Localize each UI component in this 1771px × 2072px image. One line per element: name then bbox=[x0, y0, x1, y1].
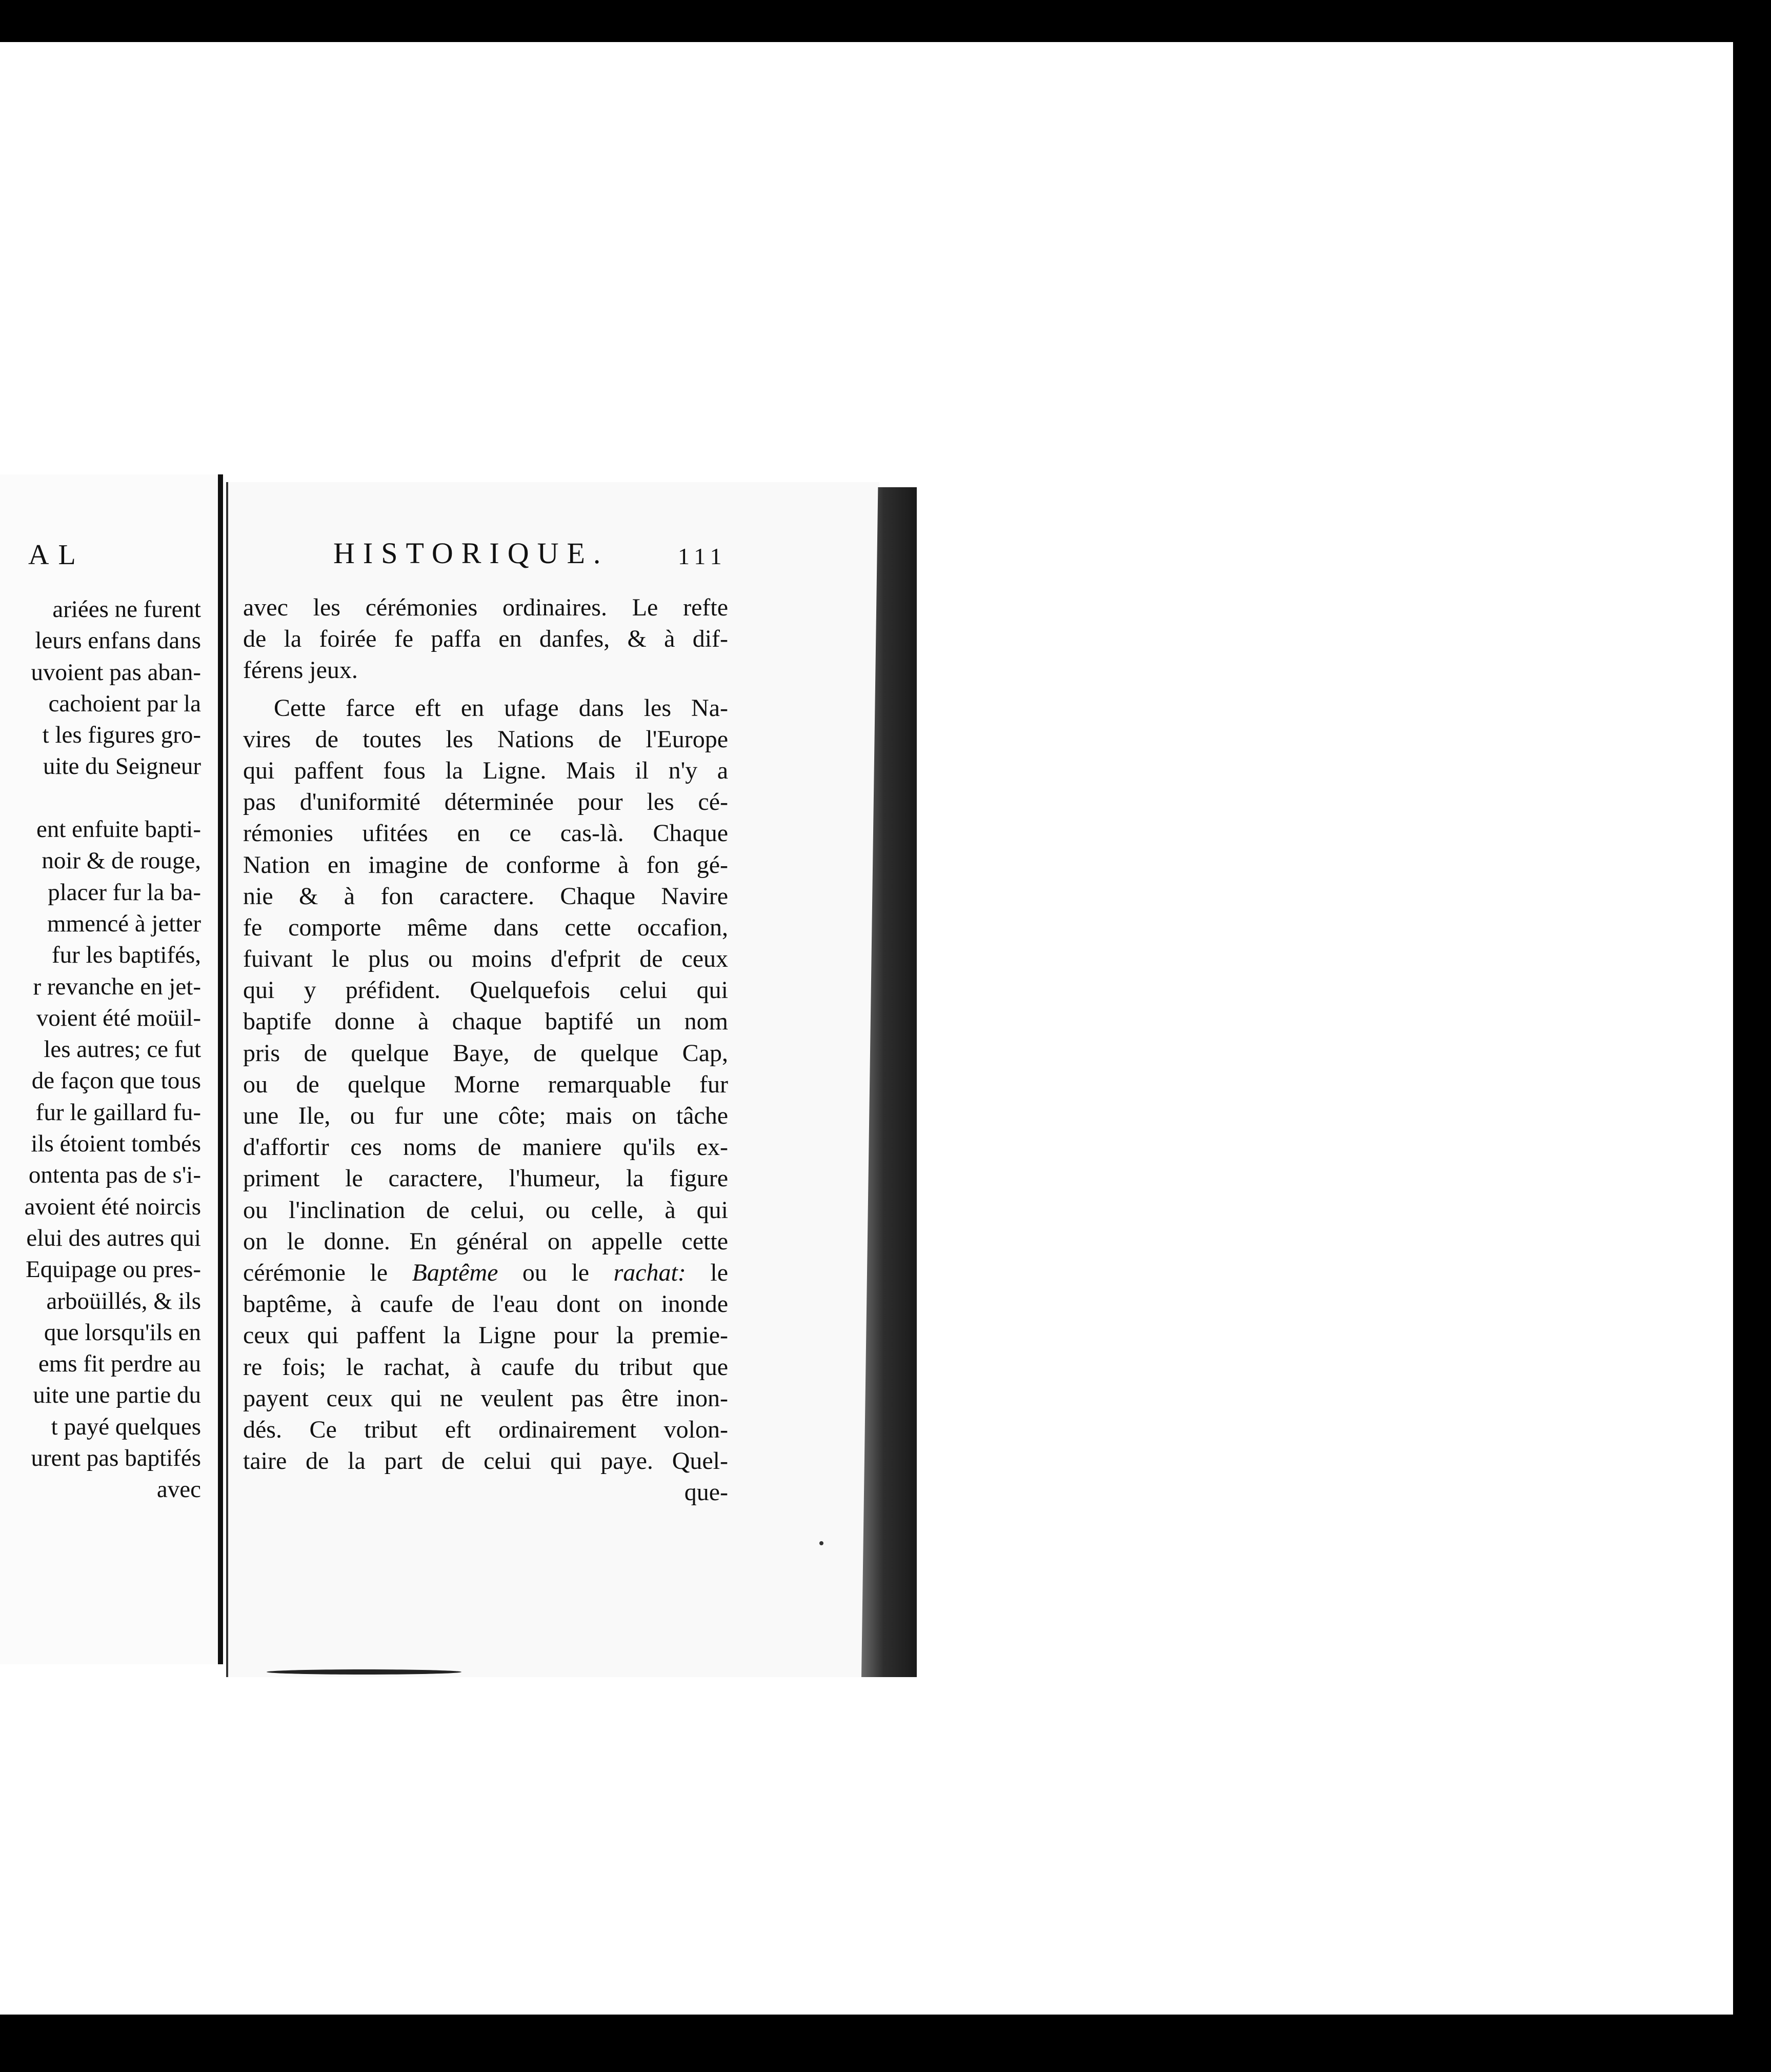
left-line: uite du Seigneur bbox=[43, 753, 201, 780]
text-line: re fois; le rachat, à caufe du tribut que bbox=[243, 1353, 728, 1381]
running-head: HISTORIQUE. bbox=[333, 536, 609, 570]
text-line: férens jeux. bbox=[243, 656, 358, 684]
left-line bbox=[0, 783, 201, 814]
text-line: avec les cérémonies ordinaires. Le refte bbox=[243, 594, 728, 621]
left-line: r revanche en jet- bbox=[33, 973, 201, 1000]
left-line: t payé quelques bbox=[51, 1413, 201, 1440]
catchword: que- bbox=[684, 1479, 728, 1506]
left-line: uvoient pas aban- bbox=[31, 659, 201, 686]
left-line: leurs enfans dans bbox=[35, 627, 201, 654]
text-line: payent ceux qui ne veulent pas être inon- bbox=[243, 1384, 728, 1412]
text-line: de la foirée fe paffa en danfes, & à dif- bbox=[243, 625, 728, 653]
text-fragment: le bbox=[686, 1259, 729, 1286]
left-line: de façon que tous bbox=[31, 1067, 201, 1094]
italic-term: rachat: bbox=[613, 1259, 686, 1286]
text-line: vires de toutes les Nations de l'Europe bbox=[243, 725, 728, 753]
left-line: ontenta pas de s'i- bbox=[28, 1162, 201, 1189]
text-line: qui y préfident. Quelquefois celui qui bbox=[243, 977, 728, 1004]
text-line: dés. Ce tribut eft ordinairement volon- bbox=[243, 1416, 728, 1443]
text-line: on le donne. En général on appelle cette bbox=[243, 1227, 728, 1255]
paper-speck bbox=[819, 1541, 823, 1545]
left-line: ils étoient tombés bbox=[31, 1130, 201, 1158]
text-line: baptême, à caufe de l'eau dont on inonde bbox=[243, 1290, 728, 1318]
scan-border-bottom bbox=[0, 2015, 1771, 2072]
left-line: voient été moüil- bbox=[36, 1004, 201, 1031]
text-line: d'affortir ces noms de maniere qu'ils ex- bbox=[243, 1133, 728, 1161]
text-line: baptife donne à chaque baptifé un nom bbox=[243, 1008, 728, 1035]
left-line: fur les baptifés, bbox=[51, 942, 201, 969]
text-line: rémonies ufitées en ce cas-là. Chaque bbox=[243, 820, 728, 847]
left-line: elui des autres qui bbox=[26, 1224, 201, 1251]
left-line: placer fur la ba- bbox=[48, 879, 201, 906]
left-line: arboüillés, & ils bbox=[46, 1287, 201, 1314]
italic-term: Baptême bbox=[412, 1259, 498, 1286]
left-line: les autres; ce fut bbox=[44, 1036, 201, 1063]
text-line: pas d'uniformité déterminée pour les cé- bbox=[243, 788, 728, 816]
left-line: que lorsqu'ils en bbox=[44, 1319, 201, 1346]
text-line: ou de quelque Morne remarquable fur bbox=[243, 1070, 728, 1098]
text-line: Cette farce eft en ufage dans les Na- bbox=[274, 694, 728, 722]
text-line: ceux qui paffent la Ligne pour la premie- bbox=[243, 1322, 728, 1349]
left-line: Equipage ou pres- bbox=[26, 1256, 201, 1283]
text-line: fuivant le plus ou moins d'efprit de ceux bbox=[243, 945, 728, 973]
left-line: ent enfuite bapti- bbox=[36, 816, 201, 843]
left-page-text bbox=[0, 594, 201, 1506]
text-line: Nation en imagine de conforme à fon gé- bbox=[243, 851, 728, 879]
text-line: une Ile, ou fur une côte; mais on tâche bbox=[243, 1102, 728, 1129]
left-line: avoient été noircis bbox=[24, 1193, 201, 1220]
scan-border-top bbox=[0, 0, 1771, 42]
left-line: t les figures gro- bbox=[42, 722, 201, 749]
left-line: noir & de rouge, bbox=[42, 847, 201, 874]
page-bottom-shadow bbox=[267, 1669, 461, 1675]
text-line: ou l'inclination de celui, ou celle, à qui bbox=[243, 1196, 728, 1224]
scan-border-right bbox=[1733, 36, 1771, 2021]
left-running-head-text: AL bbox=[28, 539, 85, 571]
text-fragment: ou le bbox=[498, 1259, 614, 1286]
left-line: uite une partie du bbox=[33, 1382, 201, 1409]
text-line: qui paffent fous la Ligne. Mais il n'y a bbox=[243, 756, 728, 784]
left-line: avec bbox=[156, 1476, 201, 1503]
left-line: cachoient par la bbox=[48, 690, 201, 717]
left-line: mmencé à jetter bbox=[47, 910, 201, 937]
text-fragment: cérémonie le bbox=[243, 1259, 412, 1286]
text-line: taire de la part de celui qui paye. Quel- bbox=[243, 1447, 728, 1475]
text-line: fe comporte même dans cette occafion, bbox=[243, 913, 728, 941]
page-body-text bbox=[243, 592, 728, 1508]
page-number: 111 bbox=[678, 543, 727, 569]
left-line: urent pas baptifés bbox=[31, 1445, 201, 1472]
left-line: ems fit perdre au bbox=[38, 1350, 201, 1378]
left-line: fur le gaillard fu- bbox=[35, 1099, 201, 1126]
text-line: pris de quelque Baye, de quelque Cap, bbox=[243, 1039, 728, 1067]
text-line-with-italics bbox=[243, 1257, 728, 1288]
text-line: priment le caractere, l'humeur, la figure bbox=[243, 1165, 728, 1192]
left-line: ariées ne furent bbox=[52, 596, 201, 623]
text-line: nie & à fon caractere. Chaque Navire bbox=[243, 882, 728, 910]
